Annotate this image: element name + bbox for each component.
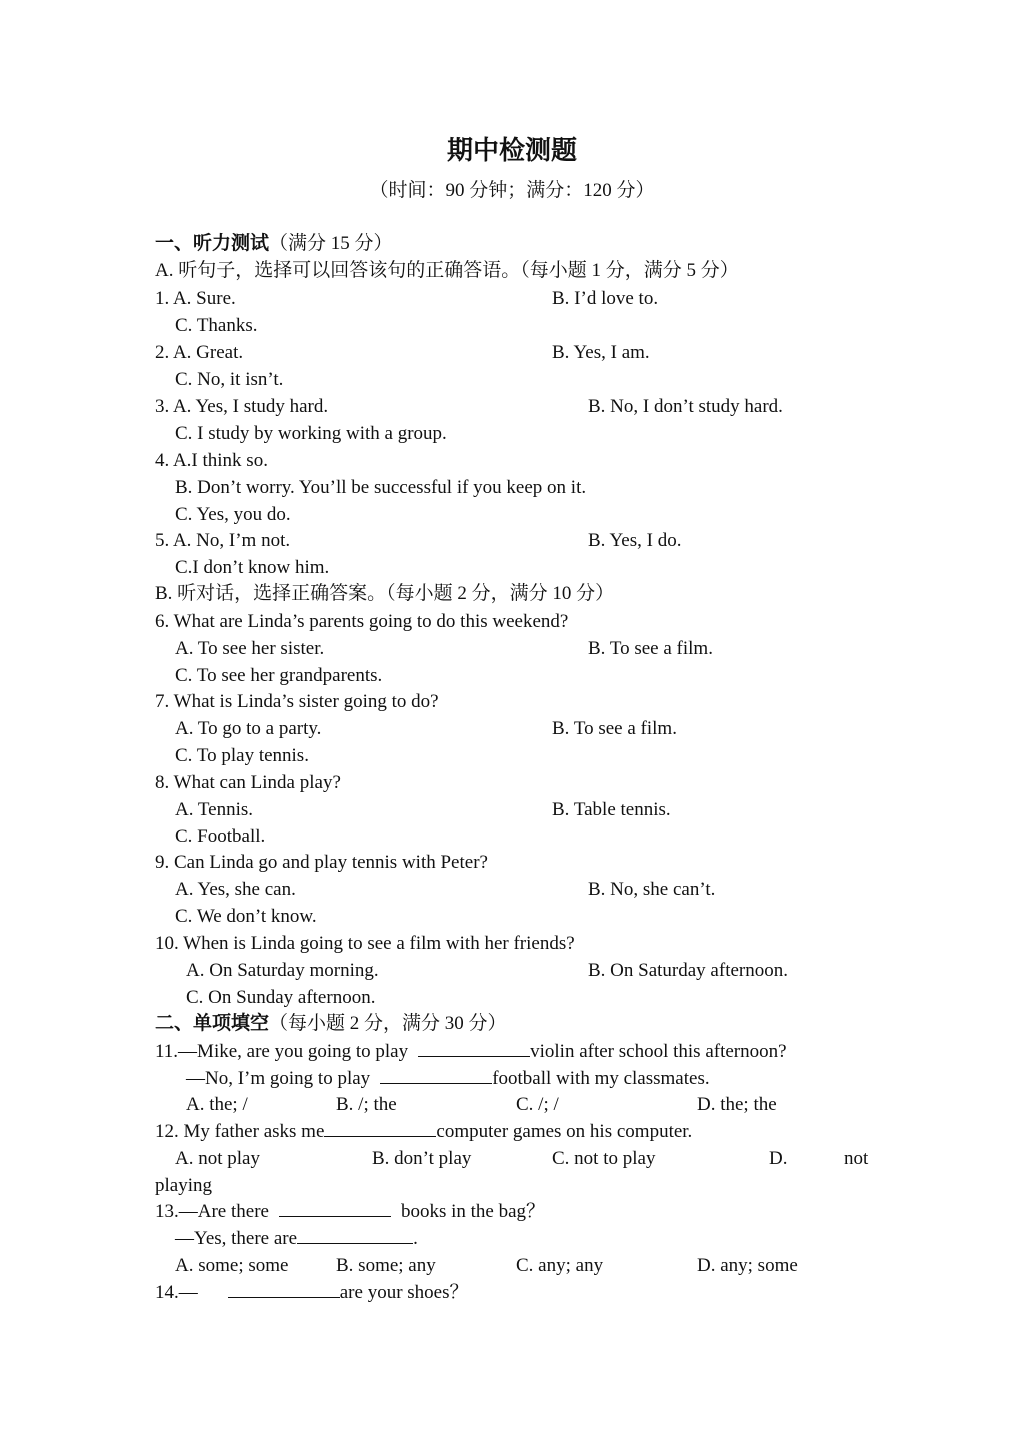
q10-question: 10. When is Linda going to see a film with her friends? xyxy=(155,933,575,954)
q8-question: 8. What can Linda play? xyxy=(155,772,341,793)
q13-option-a: A. some; some xyxy=(175,1255,289,1276)
q3-option-c: C. I study by working with a group. xyxy=(175,423,447,444)
q9-option-a: A. Yes, she can. xyxy=(175,879,296,900)
q7-option-b: B. To see a film. xyxy=(552,718,677,739)
q12-option-d-label: D. xyxy=(769,1148,788,1169)
q13-option-c: C. any; any xyxy=(516,1255,604,1276)
page-title: 期中检测题 xyxy=(446,136,577,165)
q11-line1 xyxy=(155,1038,787,1065)
q8-option-c: C. Football. xyxy=(175,826,266,847)
q10-option-b: B. On Saturday afternoon. xyxy=(588,960,788,981)
q11-option-c: C. /; / xyxy=(516,1094,559,1115)
q11-line1-post: violin after school this afternoon? xyxy=(530,1041,787,1062)
q13-line1-post: books in the bag？ xyxy=(400,1201,546,1222)
q5-option-c: C.I don’t know him. xyxy=(175,557,330,578)
q4-option-c: C. Yes, you do. xyxy=(175,504,291,525)
q11-line2-pre: —No, I’m going to play xyxy=(186,1068,371,1089)
section1-heading: 一、听力测试 xyxy=(155,233,270,254)
q6-question: 6. What are Linda’s parents going to do this weekend? xyxy=(155,611,569,632)
q14-post: are your shoes？ xyxy=(339,1282,469,1303)
q12-option-a: A. not play xyxy=(175,1148,260,1169)
q12-option-d-cont: playing xyxy=(155,1175,212,1196)
q3-option-b: B. No, I don’t study hard. xyxy=(588,396,783,417)
q3-option-a: 3. A. Yes, I study hard. xyxy=(155,396,329,417)
q6-option-a: A. To see her sister. xyxy=(175,638,325,659)
q7-option-c: C. To play tennis. xyxy=(175,745,309,766)
section2-heading: 二、单项填空 xyxy=(155,1013,270,1034)
q9-option-b: B. No, she can’t. xyxy=(588,879,716,900)
q6-option-c: C. To see her grandparents. xyxy=(175,665,383,686)
q5-option-a: 5. A. No, I’m not. xyxy=(155,530,291,551)
q2-option-b: B. Yes, I am. xyxy=(552,342,650,363)
section2-heading-note: （每小题 2 分，满分 30 分） xyxy=(269,1013,507,1034)
q12-option-d-word: not xyxy=(844,1148,869,1169)
q10-option-a: A. On Saturday morning. xyxy=(186,960,379,981)
q11-line2 xyxy=(186,1065,710,1092)
q12-line xyxy=(155,1118,692,1145)
q13-line2-pre: —Yes, there are xyxy=(175,1228,298,1249)
page-subtitle: （时间：90 分钟；满分：120 分） xyxy=(369,180,655,201)
partB-instruction: B. 听对话，选择正确答案。（每小题 2 分，满分 10 分） xyxy=(155,583,615,604)
q11-option-b: B. /; the xyxy=(336,1094,397,1115)
q11-blank-2[interactable] xyxy=(380,1065,492,1084)
q6-option-b: B. To see a film. xyxy=(588,638,713,659)
q12-option-c: C. not to play xyxy=(552,1148,656,1169)
q11-blank-1[interactable] xyxy=(418,1038,530,1057)
q12-blank[interactable] xyxy=(324,1118,436,1137)
q12-option-b: B. don’t play xyxy=(372,1148,472,1169)
q9-question: 9. Can Linda go and play tennis with Peter? xyxy=(155,852,488,873)
q4-option-a: 4. A.I think so. xyxy=(155,450,268,471)
q11-option-d: D. the; the xyxy=(697,1094,777,1115)
q8-option-b: B. Table tennis. xyxy=(552,799,671,820)
q1-option-b: B. I’d love to. xyxy=(552,288,659,309)
section2-heading-line xyxy=(155,1010,507,1037)
q5-option-b: B. Yes, I do. xyxy=(588,530,682,551)
q7-option-a: A. To go to a party. xyxy=(175,718,322,739)
q14-line xyxy=(155,1279,469,1306)
q13-line2-post: . xyxy=(413,1228,418,1249)
q4-option-b: B. Don’t worry. You’ll be successful if you keep on it. xyxy=(175,477,587,498)
q13-line1 xyxy=(155,1198,545,1225)
section1-heading-line xyxy=(155,230,393,257)
q7-question: 7. What is Linda’s sister going to do? xyxy=(155,691,439,712)
q14-blank[interactable] xyxy=(228,1279,340,1298)
q11-option-a: A. the; / xyxy=(186,1094,248,1115)
partA-instruction: A. 听句子，选择可以回答该句的正确答语。（每小题 1 分，满分 5 分） xyxy=(155,260,739,281)
q1-option-c: C. Thanks. xyxy=(175,315,258,336)
q10-option-c: C. On Sunday afternoon. xyxy=(186,987,376,1008)
q2-option-c: C. No, it isn’t. xyxy=(175,369,284,390)
q13-line1-pre: 13.—Are there xyxy=(155,1201,269,1222)
q13-option-b: B. some; any xyxy=(336,1255,436,1276)
q13-line2 xyxy=(175,1225,418,1252)
q9-option-c: C. We don’t know. xyxy=(175,906,317,927)
q13-option-d: D. any; some xyxy=(697,1255,798,1276)
q11-line2-post: football with my classmates. xyxy=(492,1068,710,1089)
section1-heading-note: （满分 15 分） xyxy=(269,233,393,254)
q13-blank-2[interactable] xyxy=(297,1225,413,1244)
q8-option-a: A. Tennis. xyxy=(175,799,254,820)
q1-option-a: 1. A. Sure. xyxy=(155,288,236,309)
q13-blank-1[interactable] xyxy=(279,1198,391,1217)
q12-post: computer games on his computer. xyxy=(436,1121,693,1142)
q12-pre: 12. My father asks me xyxy=(155,1121,325,1142)
q11-line1-pre: 11.—Mike, are you going to play xyxy=(155,1041,409,1062)
q14-pre: 14.— xyxy=(155,1282,198,1303)
q2-option-a: 2. A. Great. xyxy=(155,342,244,363)
